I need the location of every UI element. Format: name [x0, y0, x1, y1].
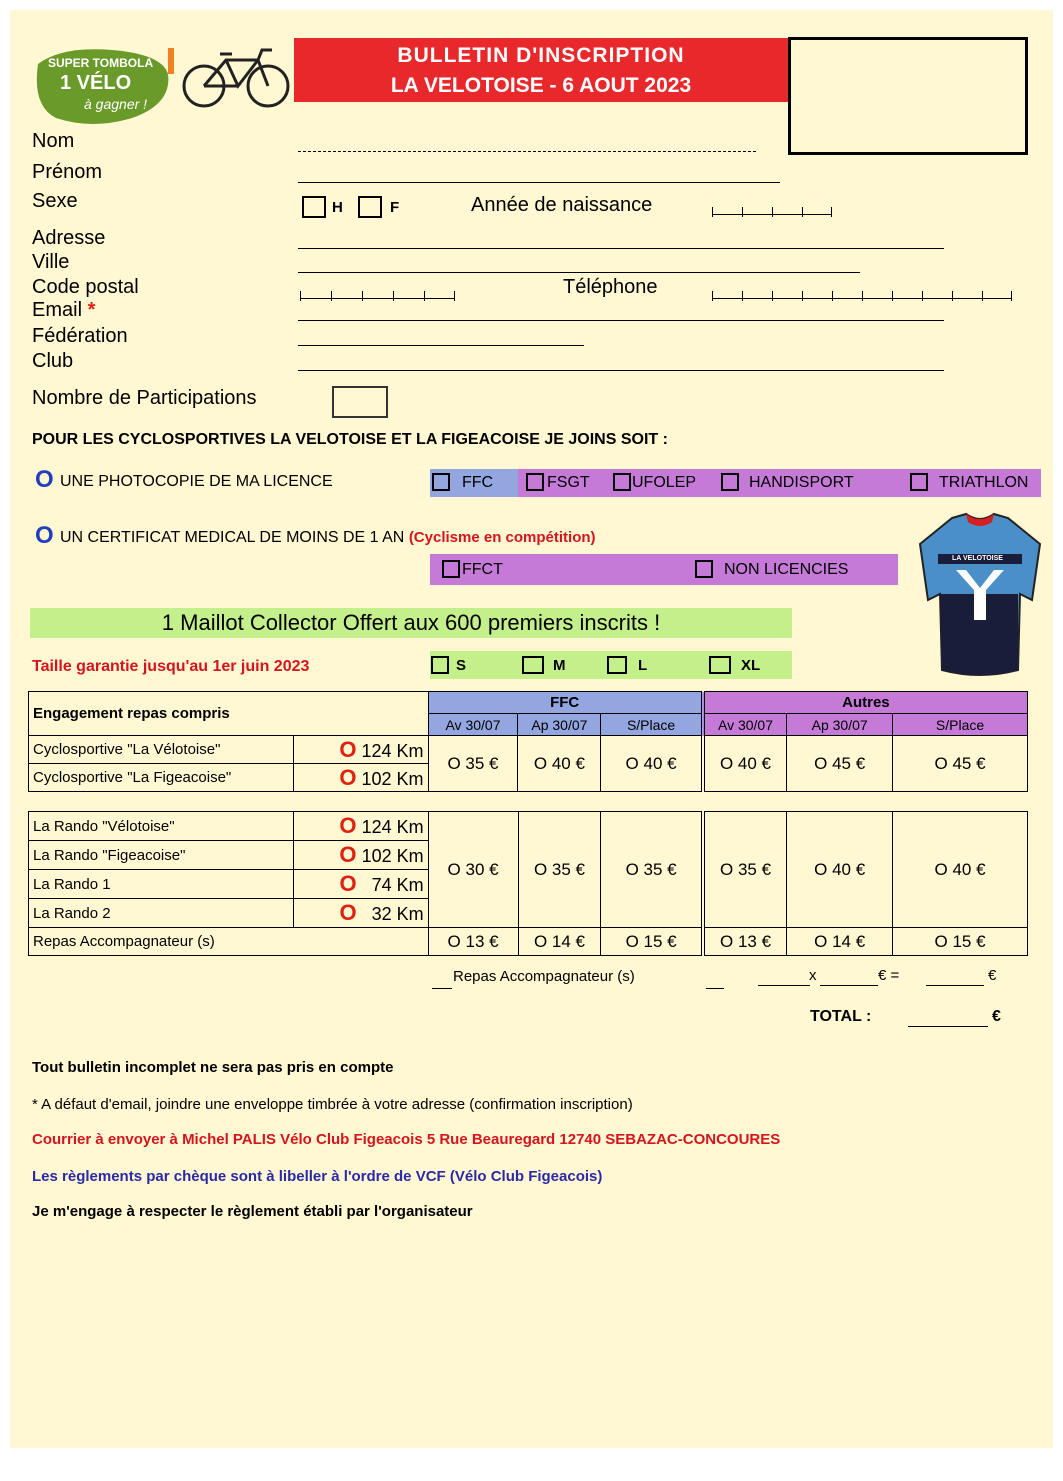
- repas-price-line[interactable]: [758, 985, 810, 986]
- engagement-title: Engagement repas compris: [29, 692, 429, 736]
- col-autres-splace: S/Place: [893, 714, 1028, 736]
- annee-naissance-field[interactable]: [712, 204, 832, 215]
- participations-input[interactable]: [332, 386, 388, 418]
- col-autres-ap: Ap 30/07: [787, 714, 893, 736]
- maillot-banner: [30, 608, 792, 638]
- licence-ufolep-checkbox[interactable]: [613, 473, 631, 491]
- prenom-input-line[interactable]: [298, 182, 780, 183]
- size-m-label: M: [553, 657, 566, 674]
- taille-note: Taille garantie jusqu'au 1er juin 2023: [32, 658, 310, 675]
- ville-input-line[interactable]: [298, 272, 860, 273]
- cyclo-price-autres-splace: 45 €: [952, 753, 986, 773]
- cyclo-figeacoise-radio[interactable]: O: [339, 764, 357, 790]
- price-cell[interactable]: O 45 €: [893, 736, 1028, 792]
- note-reglement: Les règlements par chèque sont à libeller à l'ordre de VCF (Vélo Club Figeacois): [32, 1168, 603, 1185]
- jersey-text: LA VELOTOISE: [952, 555, 1003, 562]
- licence-handisport-checkbox[interactable]: [721, 473, 739, 491]
- size-s-label: S: [456, 657, 467, 674]
- jersey-image: [912, 510, 1048, 685]
- title-line2: LA VELOTOISE - 6 AOUT 2023: [390, 74, 692, 97]
- rando-row-km[interactable]: [293, 899, 428, 928]
- label-email-text: Email: [32, 299, 83, 321]
- price-cell[interactable]: O 40 €: [518, 736, 601, 792]
- rando-2-radio[interactable]: O: [339, 900, 357, 925]
- cyclo-velotoise-km: 124 Km: [361, 740, 424, 761]
- maillot-banner-text: 1 Maillot Collector Offert aux 600 premiers inscrits !: [161, 610, 661, 635]
- price-cell[interactable]: O 35 €: [428, 736, 518, 792]
- adresse-input-line[interactable]: [298, 248, 944, 249]
- orange-tab: [168, 48, 174, 74]
- note-courrier: Courrier à envoyer à Michel PALIS Vélo Club Figeacois 5 Rue Beauregard 12740 SEBAZAC-CONCOURES: [32, 1131, 781, 1148]
- price-cell[interactable]: O 14 €: [787, 928, 893, 956]
- repas-price-autres-splace: 15 €: [952, 931, 986, 951]
- federation-input-line[interactable]: [298, 345, 584, 346]
- repas-row-name: Repas Accompagnateur (s): [29, 928, 429, 956]
- price-cell[interactable]: O 15 €: [893, 928, 1028, 956]
- repas-price-autres-av: 13 €: [737, 931, 772, 951]
- repas-eur: €: [988, 967, 997, 984]
- sexe-f-checkbox[interactable]: [358, 196, 382, 218]
- repas-price-ffc-splace: 15 €: [643, 931, 677, 951]
- cyclo-row-name: Cyclosportive "La Vélotoise": [29, 736, 294, 764]
- licence-radio[interactable]: O: [35, 466, 54, 493]
- tombola-badge: [32, 44, 174, 128]
- cyclo-row-km[interactable]: [293, 764, 428, 792]
- badge-line3: à gagner !: [84, 96, 148, 112]
- size-m-checkbox[interactable]: [522, 656, 544, 674]
- label-club: Club: [32, 350, 74, 372]
- price-cell[interactable]: O 40 €: [703, 736, 787, 792]
- club-input-line[interactable]: [298, 370, 944, 371]
- rando-row-km[interactable]: [293, 870, 428, 899]
- col-ffc-ap: Ap 30/07: [518, 714, 601, 736]
- price-cell[interactable]: O 40 €: [787, 812, 893, 928]
- rando-1-radio[interactable]: O: [339, 871, 357, 896]
- repas-price-ffc-ap: 14 €: [551, 931, 585, 951]
- tarif-table-rando: [28, 811, 1028, 956]
- bicycle-icon: [176, 40, 296, 115]
- price-cell[interactable]: O 15 €: [601, 928, 703, 956]
- repas-line-label: Repas Accompagnateur (s): [453, 968, 635, 985]
- rando-row-name: La Rando "Figeacoise": [29, 841, 294, 870]
- price-cell[interactable]: O 35 €: [703, 812, 787, 928]
- licence-ffc-label: FFC: [462, 474, 494, 491]
- price-cell[interactable]: O 13 €: [703, 928, 787, 956]
- sexe-f-label: F: [390, 199, 400, 216]
- header-autres: Autres: [703, 692, 1028, 714]
- rando-row-km[interactable]: [293, 812, 428, 841]
- price-cell[interactable]: O 40 €: [893, 812, 1028, 928]
- rando-figeacoise-radio[interactable]: O: [339, 842, 357, 867]
- email-required-star: *: [87, 299, 96, 321]
- repas-price-ffc-av: 13 €: [465, 931, 499, 951]
- cyclo-price-ffc-splace: 40 €: [643, 753, 677, 773]
- rando-row-name: La Rando "Vélotoise": [29, 812, 294, 841]
- rando-price-ffc-ap: 35 €: [551, 859, 585, 879]
- note-engagement: Je m'engage à respecter le règlement établi par l'organisateur: [32, 1203, 473, 1220]
- licence-fsgt-checkbox[interactable]: [526, 473, 544, 491]
- rando-velotoise-radio[interactable]: O: [339, 813, 357, 838]
- total-input-line[interactable]: [908, 1026, 988, 1027]
- size-xl-checkbox[interactable]: [709, 656, 731, 674]
- badge-line1: SUPER TOMBOLA: [48, 56, 154, 70]
- licence-triathlon-label: TRIATHLON: [939, 474, 1029, 491]
- size-l-label: L: [638, 657, 648, 674]
- repas-x-label: x: [809, 967, 817, 984]
- email-input-line[interactable]: [298, 320, 944, 321]
- price-cell[interactable]: O 14 €: [518, 928, 601, 956]
- certif-non-licencies-checkbox[interactable]: [695, 560, 713, 578]
- licence-fsgt-label: FSGT: [547, 474, 590, 491]
- registration-form-page: [10, 10, 1053, 1448]
- rando-price-autres-splace: 40 €: [952, 859, 986, 879]
- label-participations: Nombre de Participations: [32, 387, 257, 409]
- size-l-checkbox[interactable]: [607, 656, 627, 674]
- tarif-table-cyclo: [28, 691, 1028, 792]
- rando-price-autres-av: 35 €: [737, 859, 772, 879]
- licence-triathlon-checkbox[interactable]: [910, 473, 928, 491]
- label-adresse: Adresse: [32, 227, 106, 249]
- label-ville: Ville: [32, 251, 70, 273]
- price-cell[interactable]: O 30 €: [428, 812, 518, 928]
- dossard-box[interactable]: [788, 37, 1028, 155]
- label-prenom: Prénom: [32, 161, 103, 183]
- repas-price-autres-ap: 14 €: [832, 931, 866, 951]
- cyclo-price-autres-ap: 45 €: [832, 753, 866, 773]
- cyclo-figeacoise-km: 102 Km: [361, 768, 424, 789]
- rando-row-km[interactable]: [293, 841, 428, 870]
- cyclo-velotoise-radio[interactable]: O: [339, 736, 357, 762]
- licence-ufolep-label: UFOLEP: [632, 474, 697, 491]
- certif-non-licencies-label: NON LICENCIES: [724, 561, 849, 578]
- total-label: TOTAL :: [810, 1008, 872, 1025]
- label-email: [32, 299, 95, 322]
- cyclo-price-autres-av: 40 €: [737, 753, 772, 773]
- col-ffc-av: Av 30/07: [428, 714, 518, 736]
- rando-price-autres-ap: 40 €: [832, 859, 866, 879]
- price-cell[interactable]: O 35 €: [518, 812, 601, 928]
- rando-row-name: La Rando 1: [29, 870, 294, 899]
- badge-line2: 1 VÉLO: [60, 72, 132, 94]
- label-telephone: Téléphone: [563, 276, 658, 298]
- repas-qty-line[interactable]: [432, 988, 452, 989]
- size-xl-label: XL: [741, 657, 761, 674]
- repas-unit-line[interactable]: [820, 985, 878, 986]
- label-sexe: Sexe: [32, 190, 78, 212]
- rando-price-ffc-av: 30 €: [465, 859, 499, 879]
- cyclo-row-km[interactable]: [293, 736, 428, 764]
- header-ffc: FFC: [428, 692, 703, 714]
- price-cell[interactable]: O 35 €: [601, 812, 703, 928]
- title-banner: [294, 38, 788, 102]
- price-cell[interactable]: O 13 €: [428, 928, 518, 956]
- licence-ffc-checkbox[interactable]: [432, 473, 450, 491]
- certif-ffct-label: FFCT: [462, 561, 503, 578]
- repas-count-line[interactable]: [706, 988, 724, 989]
- label-annee-naissance: Année de naissance: [471, 194, 653, 216]
- label-federation: Fédération: [32, 325, 128, 347]
- col-autres-av: Av 30/07: [703, 714, 787, 736]
- col-ffc-splace: S/Place: [601, 714, 703, 736]
- note-email: * A défaut d'email, joindre une enveloppe timbrée à votre adresse (confirmation inscription): [32, 1096, 633, 1113]
- certificat-option-label: [60, 529, 596, 547]
- rando-velotoise-km: 124 Km: [361, 817, 424, 837]
- cyclo-row-name: Cyclosportive "La Figeacoise": [29, 764, 294, 792]
- certificat-option-note: (Cyclisme en compétition): [408, 529, 596, 546]
- rando-2-km: 32 Km: [371, 904, 424, 924]
- nom-input-line[interactable]: [298, 151, 756, 152]
- rando-price-ffc-splace: 35 €: [643, 859, 677, 879]
- price-cell[interactable]: O 45 €: [787, 736, 893, 792]
- certificat-option-text: UN CERTIFICAT MEDICAL DE MOINS DE 1 AN: [60, 529, 405, 546]
- certificat-radio[interactable]: O: [35, 522, 54, 549]
- licence-handisport-label: HANDISPORT: [749, 474, 854, 491]
- total-eur: €: [992, 1008, 1001, 1025]
- title-line1: BULLETIN D'INSCRIPTION: [397, 44, 685, 67]
- sexe-h-label: H: [332, 199, 343, 216]
- documents-heading: POUR LES CYCLOSPORTIVES LA VELOTOISE ET LA FIGEACOISE JE JOINS SOIT :: [32, 431, 668, 448]
- repas-total-line[interactable]: [926, 985, 984, 986]
- cyclo-price-ffc-ap: 40 €: [551, 753, 585, 773]
- cyclo-price-ffc-av: 35 €: [465, 753, 499, 773]
- label-code-postal: Code postal: [32, 276, 139, 298]
- note-incomplete: Tout bulletin incomplet ne sera pas pris en compte: [32, 1059, 394, 1076]
- size-s-checkbox[interactable]: [431, 656, 449, 674]
- repas-eur-eq: € =: [878, 967, 900, 984]
- sexe-h-checkbox[interactable]: [302, 196, 326, 218]
- licence-option-label: UNE PHOTOCOPIE DE MA LICENCE: [60, 473, 333, 490]
- rando-figeacoise-km: 102 Km: [361, 846, 424, 866]
- label-nom: Nom: [32, 130, 75, 152]
- code-postal-field[interactable]: [300, 288, 455, 299]
- price-cell[interactable]: O 40 €: [601, 736, 703, 792]
- certif-ffct-checkbox[interactable]: [442, 560, 460, 578]
- rando-1-km: 74 Km: [371, 875, 424, 895]
- telephone-field[interactable]: [712, 288, 1012, 299]
- rando-row-name: La Rando 2: [29, 899, 294, 928]
